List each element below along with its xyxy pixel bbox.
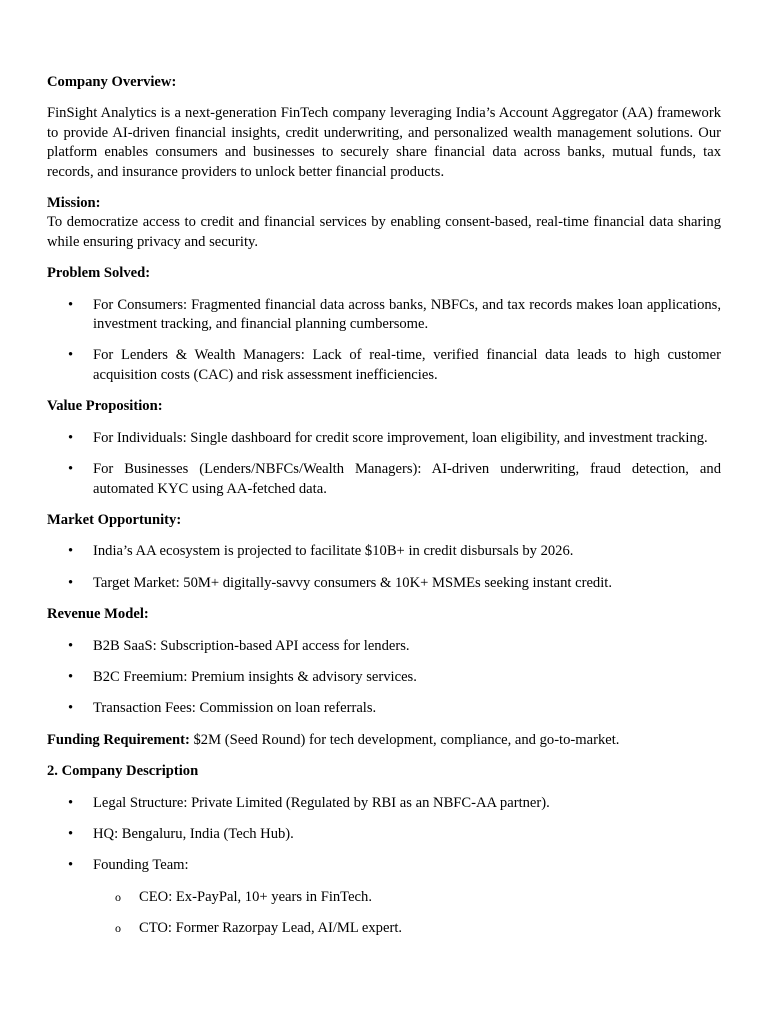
mission-heading: Mission: xyxy=(47,195,101,212)
bullet-icon: • xyxy=(68,347,74,364)
list-item xyxy=(47,794,721,813)
list-item-text: CTO: Former Razorpay Lead, AI/ML expert. xyxy=(139,920,403,937)
list-item-text: Founding Team: xyxy=(93,857,189,874)
list-item-text: For Consumers: Fragmented financial data across banks, NBFCs, and tax records makes loan applications, investment tracking, and financial planning cumbersome. xyxy=(93,296,721,333)
revenue-model-heading: Revenue Model: xyxy=(47,606,149,623)
list-item xyxy=(47,825,721,844)
revenue-model-list xyxy=(47,637,721,719)
value-proposition-heading: Value Proposition: xyxy=(47,398,163,415)
sub-bullet-icon: o xyxy=(115,921,121,936)
list-item xyxy=(47,346,721,385)
problem-solved-heading: Problem Solved: xyxy=(47,265,151,282)
list-item-text: CEO: Ex-PayPal, 10+ years in FinTech. xyxy=(139,888,372,905)
bullet-icon: • xyxy=(68,543,74,560)
funding-requirement-label: Funding Requirement: xyxy=(47,731,190,748)
company-overview-body: FinSight Analytics is a next-generation FinTech company leveraging India’s Account Aggregator (AA) framework to provide AI-driven financial insights, credit underwriting, and personalized wealth management solutions. Our platform enables consumers and businesses to securely share financial data across banks, mutual funds, tax records, and insurance providers to unlock better financial products. xyxy=(47,105,721,180)
founding-team-list xyxy=(93,888,721,939)
bullet-icon: • xyxy=(68,857,74,874)
bullet-icon: • xyxy=(68,668,74,685)
bullet-icon: • xyxy=(68,825,74,842)
list-item xyxy=(47,574,721,593)
bullet-icon: • xyxy=(68,296,74,313)
value-proposition-list xyxy=(47,429,721,499)
bullet-icon: • xyxy=(68,794,74,811)
list-item xyxy=(47,637,721,656)
list-item xyxy=(47,856,721,938)
company-description-list xyxy=(47,794,721,939)
list-item-text: Legal Structure: Private Limited (Regulated by RBI as an NBFC-AA partner). xyxy=(93,794,550,811)
funding-requirement xyxy=(47,731,721,750)
sub-bullet-icon: o xyxy=(115,889,121,904)
bullet-icon: • xyxy=(68,700,74,717)
bullet-icon: • xyxy=(68,574,74,591)
list-item-text: B2C Freemium: Premium insights & advisory services. xyxy=(93,668,417,685)
market-opportunity-heading: Market Opportunity: xyxy=(47,511,182,528)
company-overview-heading: Company Overview: xyxy=(47,74,177,90)
market-opportunity-list xyxy=(47,542,721,593)
list-item xyxy=(47,429,721,448)
list-item xyxy=(93,919,721,938)
list-item xyxy=(47,460,721,499)
list-item-text: For Individuals: Single dashboard for credit score improvement, loan eligibility, and investment tracking. xyxy=(93,429,708,446)
list-item-text: Target Market: 50M+ digitally-savvy consumers & 10K+ MSMEs seeking instant credit. xyxy=(93,574,612,591)
list-item xyxy=(47,668,721,687)
document-page xyxy=(47,73,721,951)
bullet-icon: • xyxy=(68,461,74,478)
list-item-text: India’s AA ecosystem is projected to facilitate $10B+ in credit disbursals by 2026. xyxy=(93,543,574,560)
mission-body: To democratize access to credit and financial services by enabling consent-based, real-time financial data sharing while ensuring privacy and security. xyxy=(47,214,721,250)
list-item-text: HQ: Bengaluru, India (Tech Hub). xyxy=(93,825,294,842)
list-item-text: B2B SaaS: Subscription-based API access for lenders. xyxy=(93,637,410,654)
list-item xyxy=(47,542,721,561)
bullet-icon: • xyxy=(68,637,74,654)
list-item xyxy=(93,888,721,907)
list-item xyxy=(47,296,721,335)
list-item-text: For Businesses (Lenders/NBFCs/Wealth Managers): AI-driven underwriting, fraud detection, and automated KYC using AA-fetched data. xyxy=(93,461,721,497)
list-item-text: For Lenders & Wealth Managers: Lack of real-time, verified financial data leads to high customer acquisition costs (CAC) and risk assessment inefficiencies. xyxy=(93,347,721,383)
company-description-heading: 2. Company Description xyxy=(47,763,199,780)
list-item xyxy=(47,699,721,718)
bullet-icon: • xyxy=(68,429,74,446)
funding-requirement-text: $2M (Seed Round) for tech development, compliance, and go-to-market. xyxy=(189,731,620,748)
list-item-text: Transaction Fees: Commission on loan referrals. xyxy=(93,700,377,717)
problem-solved-list xyxy=(47,296,721,386)
